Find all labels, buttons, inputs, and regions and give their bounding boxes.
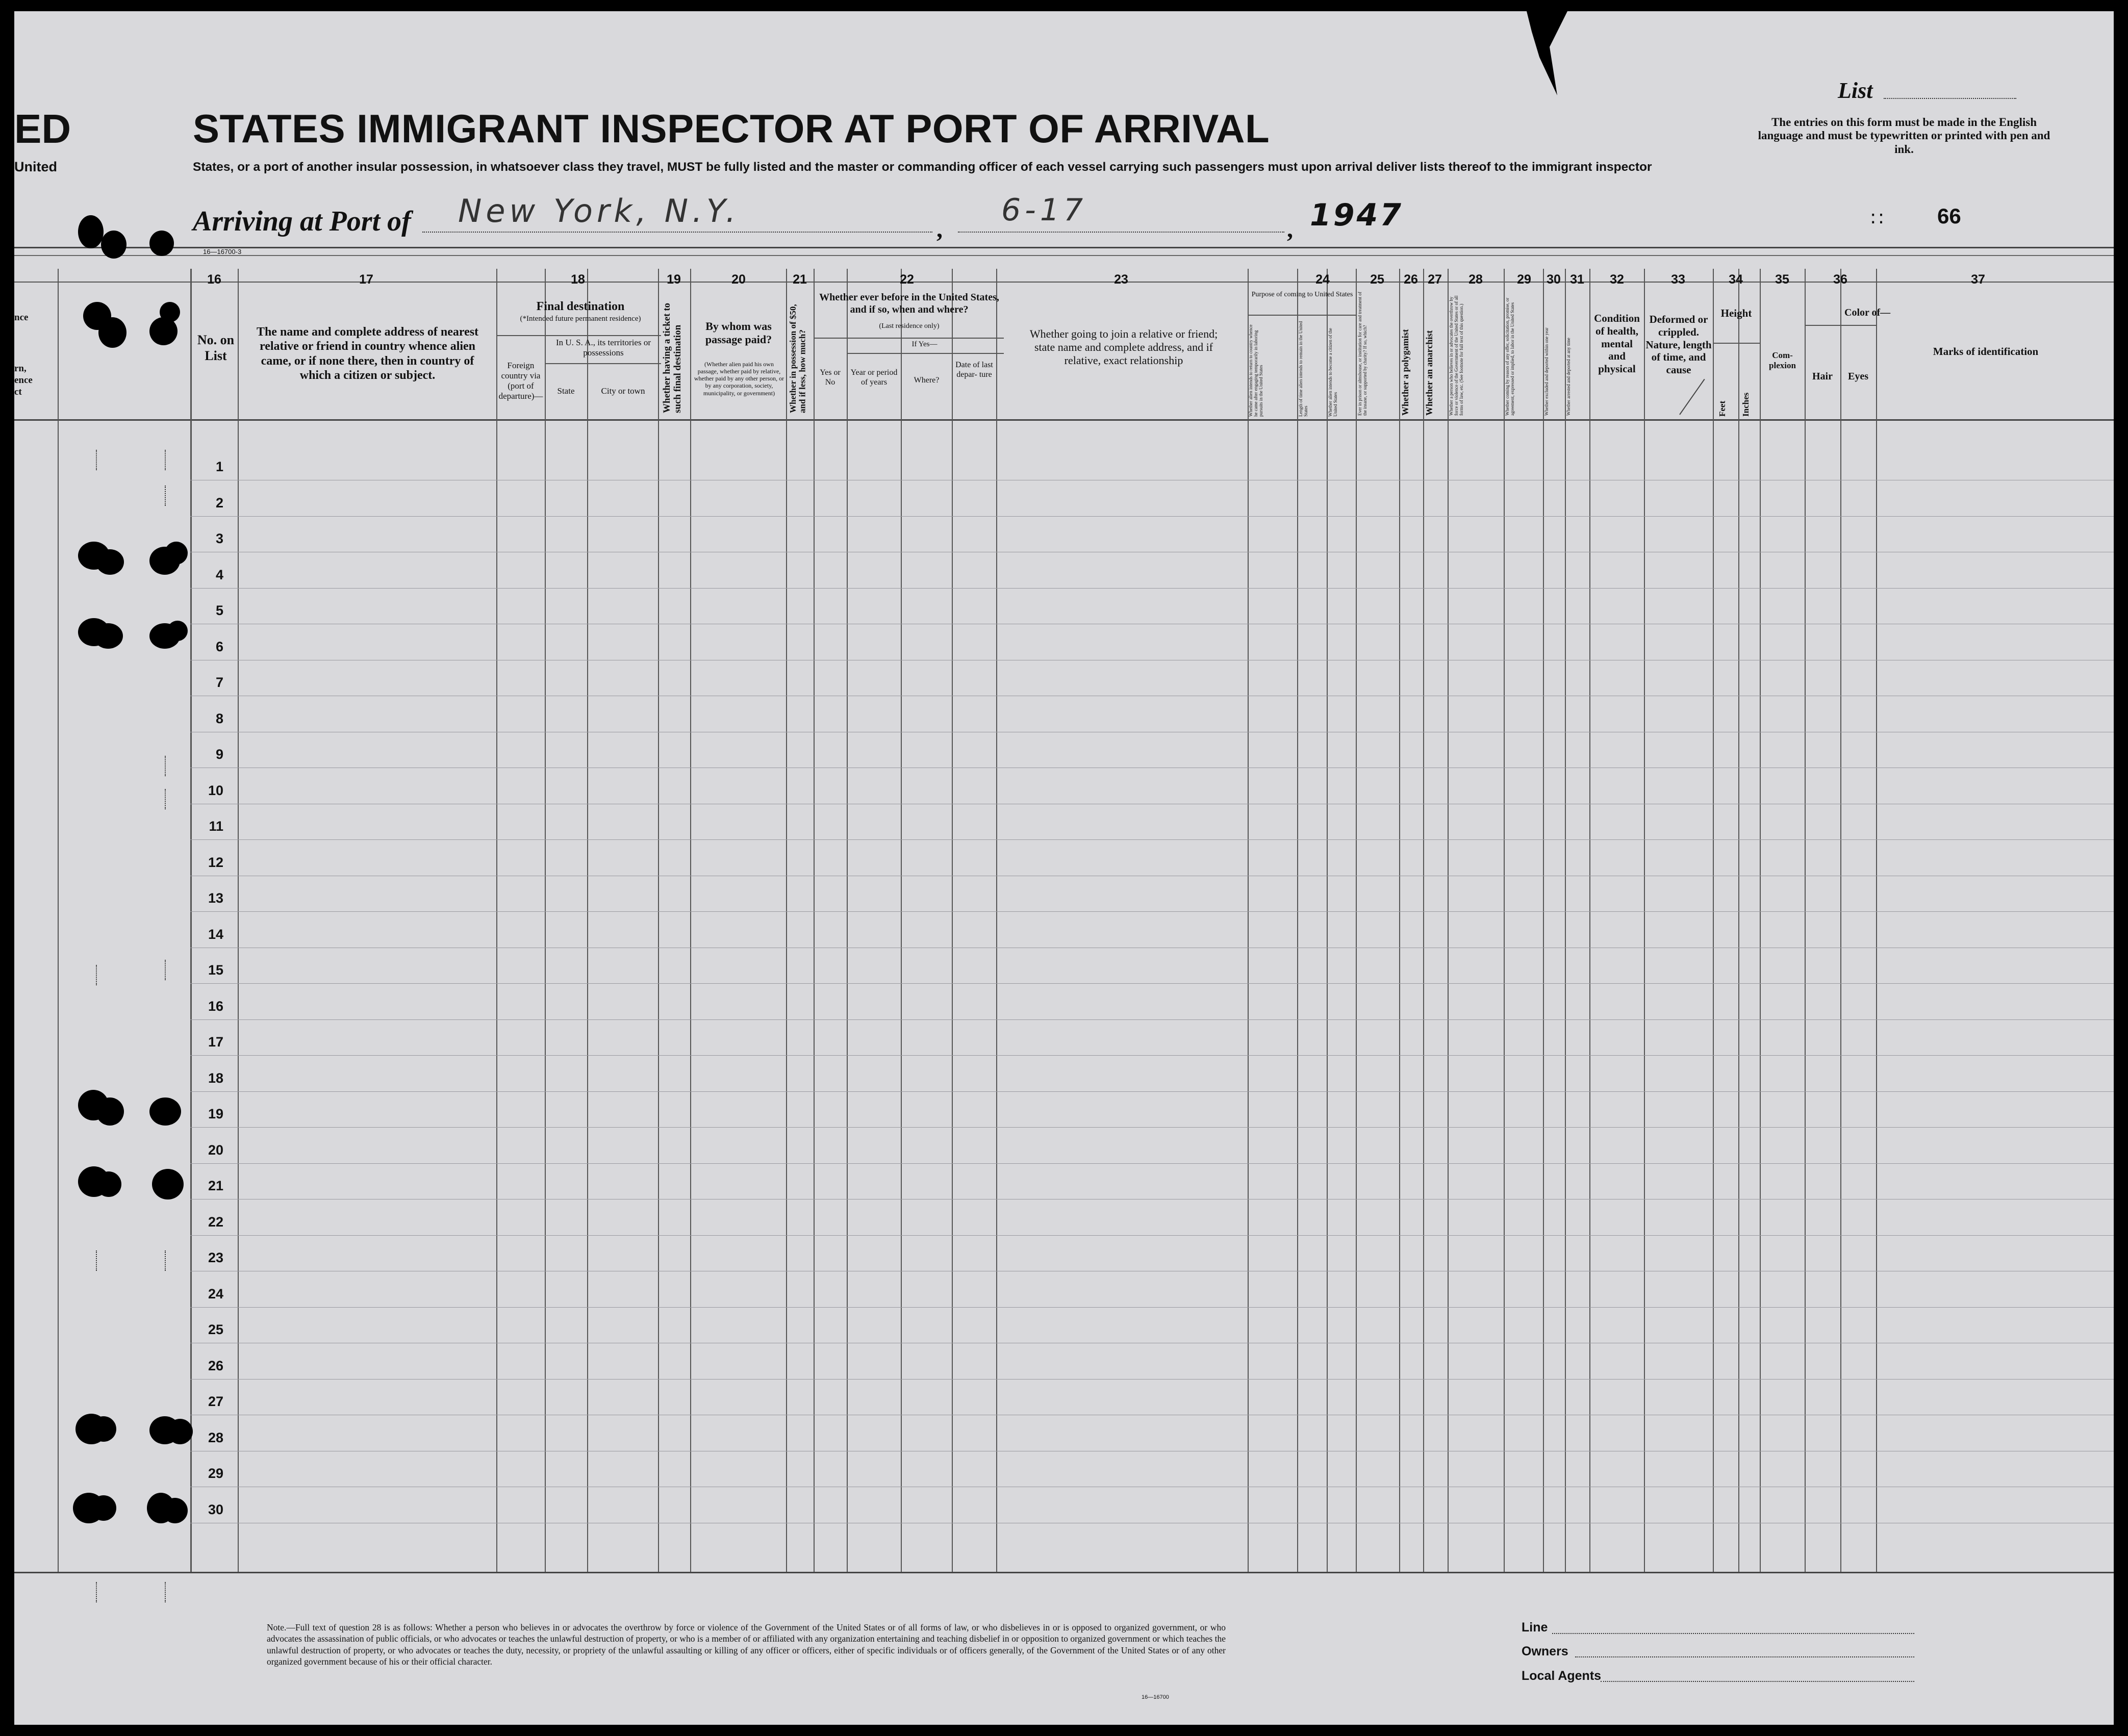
header-c22-title: Whether ever before in the United States, and if so, when and where?: [819, 292, 999, 315]
header-c22-ifyes: If Yes—: [911, 340, 938, 348]
header-c22-where: Where?: [914, 376, 940, 385]
footer-code: 16—16700: [1142, 1694, 1169, 1700]
row-number: 9: [215, 747, 223, 762]
stitch-mark: [96, 1582, 98, 1602]
col-line: [1248, 269, 1249, 1572]
stitch-mark: [96, 1250, 98, 1271]
header-c34-inches: Inches: [1741, 392, 1751, 417]
col-number-17: 17: [359, 272, 373, 287]
left-fragment-a: nce: [14, 312, 29, 323]
row-rule: [190, 588, 2114, 589]
row-number: 4: [215, 567, 223, 582]
row-number: 24: [208, 1286, 223, 1301]
col-line: [1423, 269, 1424, 1572]
row-number: 8: [215, 710, 223, 726]
header-c19: Whether having a ticket to such final destination: [662, 302, 683, 413]
port-line: [422, 232, 932, 233]
header-c22-year: Year or period of years: [850, 368, 898, 387]
col-line: [847, 269, 848, 1572]
header-no-on-list: No. on List: [197, 333, 235, 363]
row-number: 11: [209, 819, 223, 834]
stitch-mark: [165, 450, 167, 470]
header-c31: Whether arrested and deported at any time: [1566, 338, 1571, 416]
row-rule: [190, 911, 2114, 912]
punch-hole: [149, 231, 174, 256]
col-line: [996, 269, 997, 1572]
row-number: 2: [215, 495, 223, 510]
row-number: 16: [208, 998, 223, 1014]
col-line: [901, 269, 902, 1572]
col-number-36: 36: [1833, 272, 1847, 287]
agents-label: Local Agents: [1522, 1669, 1602, 1683]
owners-signature: [1575, 1656, 1914, 1657]
port-value: New York, N.Y.: [458, 192, 740, 229]
row-rule: [190, 983, 2114, 984]
row-number: 28: [208, 1429, 223, 1445]
header-c24-a: Whether alien intends to return to country whence he came after engaging temporarily in laboring pursuits in the United States: [1248, 324, 1263, 417]
header-c24-b: Length of time alien intends to remain in the United States: [1298, 321, 1308, 417]
header-bottom-rule: [14, 419, 2114, 421]
header-c21: Whether in possession of $50, and if less, how much?: [788, 304, 807, 413]
left-fragment-title: ED: [14, 106, 71, 151]
header-c18-state: State: [557, 386, 575, 396]
col-line: [1713, 269, 1714, 1572]
col-line: [1840, 269, 1841, 1572]
header-c22-note: (Last residence only): [879, 322, 940, 330]
arriving-label: Arriving at Port of: [193, 206, 411, 237]
header-c20-note: (Whether alien paid his own passage, whether paid by relative, whether paid by any other person, or by any corporation, society, municipality, or government): [694, 361, 784, 397]
line-label: Line: [1522, 1620, 1548, 1635]
row-number: 23: [208, 1250, 223, 1265]
left-fragment-d: ct: [14, 387, 22, 397]
torn-corner: [1527, 11, 1567, 98]
col-line: [1327, 269, 1328, 1572]
col-number-23: 23: [1114, 272, 1128, 287]
col-line: [1448, 269, 1449, 1572]
header-c36-hair: Hair: [1812, 371, 1833, 382]
header-c24-c: Whether alien intends to become a citizen of the United States: [1328, 328, 1338, 417]
col-line: [1399, 269, 1400, 1572]
header-c32: Condition of health, mental and physical: [1594, 312, 1640, 375]
row-rule: [190, 1235, 2114, 1236]
c36-subrule: [1805, 325, 1876, 326]
code-top: 16—16700-3: [203, 248, 242, 256]
col-number-26: 26: [1404, 272, 1418, 287]
top-rule-2: [14, 255, 2114, 256]
col-number-31: 31: [1570, 272, 1584, 287]
col-line: [58, 269, 59, 1572]
row-number: 7: [215, 675, 223, 690]
col-line: [1565, 269, 1566, 1572]
left-fragment-united: United: [14, 159, 57, 174]
left-fragment-b: rn,: [14, 363, 27, 374]
col-line: [690, 269, 691, 1572]
page-mark: ∷: [1871, 209, 1884, 230]
header-c22-date: Date of last depar- ture: [955, 361, 993, 379]
col-number-37: 37: [1971, 272, 1985, 287]
col-line: [496, 269, 497, 1572]
row-number: 3: [215, 531, 223, 546]
header-c18-usa: In U. S. A., its territories or possessions: [555, 338, 651, 358]
owners-label: Owners: [1522, 1644, 1568, 1658]
header-c29: Whether coming by reason of any offer, solicitation, promise, or agreement, expressed or implied, to labor in the United States: [1505, 297, 1515, 416]
c22-subrule: [814, 338, 1004, 339]
footer-note: Note.—Full text of question 28 is as follows: Whether a person who believes in or advocates the overthrow by force or violence of the Government of the United States or of all forms of law, or who disbelieves in or is opposed to organized government, or who advocates the assassination of public officials, or who advocates or teaches the unlawful destruction of property, or who is a member of or affiliated with any organization entertaining and teaching disbelief in or opposition to organized government or which teaches the unlawful destruction of property, or who advocates or teaches the duty, necessity, or propriety of the unlawful assaulting or killing of any officer or officers, either of specific individuals or of officers generally, of the Government of the United States or of any other organized government because of his or their official character.: [267, 1622, 1226, 1667]
header-c18-city: City or town: [601, 386, 645, 396]
punch-hole: [160, 302, 180, 322]
page-number: 66: [1937, 204, 1961, 228]
row-number: 5: [215, 603, 223, 618]
row-number: 6: [215, 639, 223, 654]
punch-hole: [96, 1097, 124, 1126]
col-number-18: 18: [571, 272, 585, 287]
row-rule: [190, 1379, 2114, 1380]
header-c26: Whether a polygamist: [1400, 329, 1410, 416]
row-rule: [190, 1127, 2114, 1128]
row-rule: [190, 516, 2114, 517]
col-number-33: 33: [1671, 272, 1685, 287]
header-c28: Whether a person who believes in or advocates the overthrow by force or violence of the Government of the United States or of all forms of law, etc. (See footnote for full text of this question.): [1449, 295, 1464, 416]
comma-2: ,: [1287, 216, 1293, 243]
row-number: 17: [208, 1034, 223, 1050]
row-number: 27: [208, 1394, 223, 1409]
row-number: 15: [208, 962, 223, 978]
col-line: [587, 269, 588, 1572]
stitch-mark: [165, 1250, 167, 1271]
header-c25: Ever in prison or almshouse, or institution for care and treatment of the insane, or supported by charity? If so, which?: [1357, 292, 1367, 416]
table-bottom-rule: [14, 1572, 2114, 1573]
year-value: 1947: [1310, 197, 1403, 233]
col-line: [1589, 269, 1590, 1572]
col-line: [1876, 269, 1877, 1572]
stitch-mark: [165, 789, 167, 809]
row-number: 19: [208, 1106, 223, 1121]
line-signature: [1552, 1633, 1914, 1634]
col-line: [238, 269, 239, 1572]
header-c37: Marks of identification: [1933, 345, 2039, 358]
header-c36-title: Color of—: [1844, 307, 1891, 318]
col-line: [1297, 269, 1298, 1572]
col-number-35: 35: [1775, 272, 1789, 287]
stitch-mark: [96, 965, 98, 985]
row-rule: [190, 839, 2114, 840]
punch-hole: [91, 1416, 116, 1442]
col-number-27: 27: [1428, 272, 1442, 287]
col-line: [1805, 269, 1806, 1572]
col-line: [786, 269, 787, 1572]
row-rule: [190, 1307, 2114, 1308]
col-line: [545, 269, 546, 1572]
list-line: [1884, 98, 2016, 99]
row-number: 18: [208, 1070, 223, 1086]
header-c18-note: (*Intended future permanent residence): [520, 315, 641, 323]
col-line: [658, 269, 659, 1572]
header-c30: Whether excluded and deported within one year: [1544, 327, 1549, 416]
row-number: 1: [215, 459, 223, 474]
punch-hole: [91, 1495, 116, 1521]
header-c22-yesno: Yes or No: [820, 368, 841, 387]
col-line: [814, 269, 815, 1572]
header-c34-title: Height: [1720, 307, 1752, 319]
header-c17: The name and complete address of nearest relative or friend in country whence alien came, or if none there, then in country of which a citizen or subject.: [256, 325, 479, 382]
col-line: [1504, 269, 1505, 1572]
col-number-28: 28: [1468, 272, 1483, 287]
header-c33: Deformed or crippled. Nature, length of time, and cause: [1645, 313, 1712, 376]
stitch-mark: [165, 1582, 167, 1602]
row-number: 26: [208, 1358, 223, 1373]
punch-hole: [149, 1097, 181, 1126]
row-number: 25: [208, 1322, 223, 1337]
punch-hole: [167, 621, 188, 641]
col-number-34: 34: [1729, 272, 1743, 287]
row-number: 20: [208, 1142, 223, 1158]
stitch-mark: [165, 960, 167, 980]
c18-subrule: [496, 335, 661, 336]
col-line: [1644, 269, 1645, 1572]
form-title: STATES IMMIGRANT INSPECTOR AT PORT OF ARRIVAL: [193, 106, 1270, 151]
c34-subrule: [1713, 343, 1760, 344]
c24-subrule: [1248, 315, 1356, 316]
col-line: [1543, 269, 1544, 1572]
header-c35: Com- plexion: [1769, 350, 1796, 371]
header-c23: Whether going to join a relative or friend; state name and complete address, and if relative, exact relationship: [1029, 327, 1218, 367]
row-number: 22: [208, 1214, 223, 1230]
col-line: [1760, 269, 1761, 1572]
col-line: [1738, 269, 1739, 1572]
row-number: 21: [208, 1178, 223, 1193]
header-c34-feet: Feet: [1717, 400, 1727, 417]
row-number: 14: [208, 926, 223, 942]
row-number: 10: [208, 782, 223, 798]
col-line: [1356, 269, 1357, 1572]
col-line: [952, 269, 953, 1572]
col-number-25: 25: [1370, 272, 1384, 287]
col-number-32: 32: [1610, 272, 1624, 287]
form-subtitle: States, or a port of another insular possession, in whatsoever class they travel, MUST be fully listed and the master or commanding officer of each vessel carrying such passengers must upon arrival deliver lists thereof to the immigrant inspector: [193, 160, 1652, 174]
date-value: 6-17: [1001, 192, 1087, 228]
stitch-mark: [96, 450, 98, 470]
row-rule: [190, 1055, 2114, 1056]
left-fragment-c: ence: [14, 375, 33, 386]
col-number-16: 16: [207, 272, 221, 287]
pen-stroke: [1679, 379, 1705, 415]
c22-subrule-2: [847, 353, 1004, 354]
punch-hole: [98, 317, 126, 348]
row-rule: [190, 1019, 2114, 1020]
header-c18-title: Final destination: [536, 300, 625, 313]
col-number-21: 21: [793, 272, 807, 287]
row-rule: [190, 1163, 2114, 1164]
header-c36-eyes: Eyes: [1848, 371, 1868, 382]
punch-hole: [93, 623, 123, 649]
row-number: 12: [208, 854, 223, 870]
comma-1: ,: [936, 216, 943, 243]
list-label: List: [1838, 78, 1873, 103]
stitch-mark: [165, 756, 167, 776]
punch-hole: [78, 215, 104, 248]
header-c18-foreign: Foreign country via (port of departure)—: [498, 361, 543, 401]
header-c27: Whether an anarchist: [1424, 330, 1434, 416]
header-c24-title: Purpose of coming to United States: [1251, 291, 1353, 298]
row-number: 29: [208, 1466, 223, 1481]
row-number: 13: [208, 890, 223, 906]
date-line: [958, 232, 1284, 233]
c18-subrule-2: [545, 363, 661, 364]
punch-hole: [101, 231, 126, 259]
punch-hole: [96, 1171, 121, 1197]
top-rule: [14, 247, 2114, 248]
col-number-19: 19: [667, 272, 681, 287]
punch-hole: [96, 549, 124, 575]
col-number-22: 22: [900, 272, 914, 287]
form-instructions: The entries on this form must be made in the English language and must be typewritten or printed with pen and ink.: [1758, 116, 2050, 156]
manifest-page: [14, 11, 2114, 1725]
col-number-30: 30: [1547, 272, 1561, 287]
row-number: 30: [208, 1501, 223, 1517]
col-number-20: 20: [731, 272, 746, 287]
stitch-mark: [165, 486, 167, 506]
header-c20-title: By whom was passage paid?: [705, 320, 772, 346]
col-number-29: 29: [1517, 272, 1531, 287]
agents-signature: [1601, 1681, 1914, 1682]
col-number-24: 24: [1315, 272, 1330, 287]
row-rule: [190, 1091, 2114, 1092]
